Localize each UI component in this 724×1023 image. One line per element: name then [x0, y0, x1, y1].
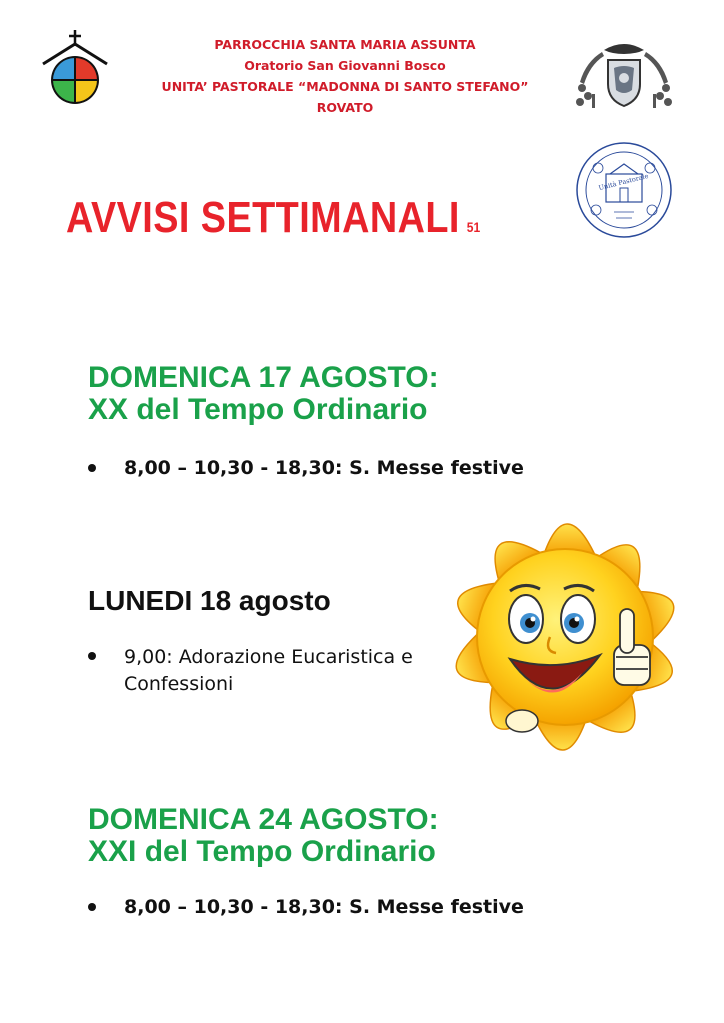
title-text: AVVISI SETTIMANALI: [66, 193, 460, 242]
section-subheading: XX del Tempo Ordinario: [88, 393, 428, 426]
seal-text: Unità Pastorale: [597, 172, 650, 193]
parish-header: [130, 34, 560, 118]
list-item: [88, 456, 524, 480]
list-item-text: 8,00 – 10,30 - 18,30: S. Messe festive: [124, 896, 524, 918]
smiling-sun-thumbs-up-icon: [440, 505, 698, 767]
list-item-text: 9,00: Adorazione Eucaristica e Confessioni: [124, 646, 413, 695]
section-subheading: XXI del Tempo Ordinario: [88, 835, 436, 868]
page-title: [66, 193, 480, 243]
issue-number: 51: [466, 219, 481, 235]
section-domenica-24: [88, 804, 439, 868]
bullet-icon: [88, 652, 96, 660]
bullet-icon: [88, 464, 96, 472]
list-item-text: 8,00 – 10,30 - 18,30: S. Messe festive: [124, 457, 524, 479]
town-name: ROVATO: [316, 100, 374, 115]
list-item: [88, 895, 524, 919]
section-domenica-17: [88, 362, 439, 426]
oratorio-puzzle-church-icon: [40, 28, 110, 108]
section-heading: DOMENICA 24 AGOSTO:: [88, 803, 439, 836]
parish-name: PARROCCHIA SANTA MARIA ASSUNTA: [214, 37, 476, 52]
unita-pastorale-seal-icon: [574, 140, 674, 240]
bishop-coat-of-arms-icon: [574, 38, 674, 112]
unita-pastorale-name: UNITA’ PASTORALE “MADONNA DI SANTO STEFANO”: [161, 79, 529, 94]
list-item: [88, 644, 428, 698]
section-heading: DOMENICA 17 AGOSTO:: [88, 361, 439, 394]
section-heading-lunedi: LUNEDI 18 agosto: [88, 585, 331, 616]
oratorio-name: Oratorio San Giovanni Bosco: [244, 58, 446, 73]
bullet-icon: [88, 903, 96, 911]
